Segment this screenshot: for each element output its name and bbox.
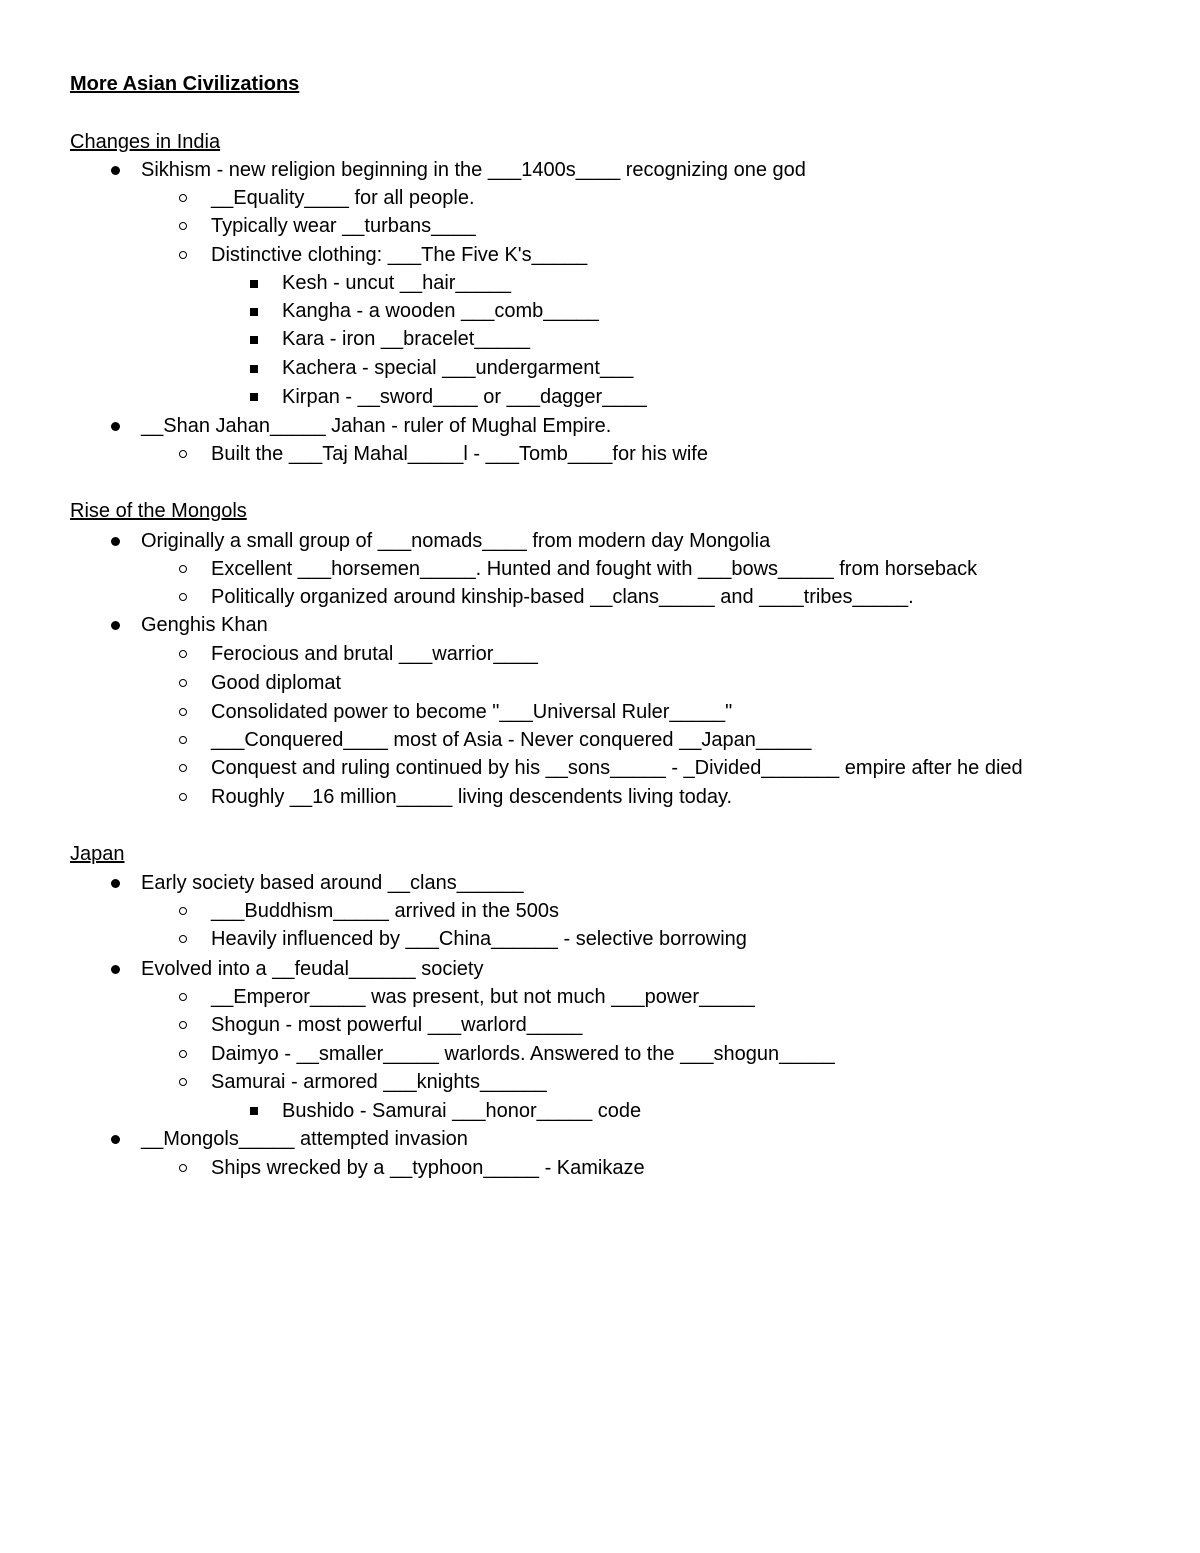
list-item: Conquest and ruling continued by his __sons_____ - _Divided_______ empire after he died: [211, 757, 1023, 779]
list-item: Evolved into a __feudal______ society: [141, 958, 484, 980]
section-heading-india: Changes in India: [70, 131, 221, 153]
circle-bullet-icon: [179, 1164, 187, 1172]
document-page: [70, 0, 1170, 1553]
list-item: Samurai - armored ___knights______: [211, 1071, 547, 1093]
document-title: More Asian Civilizations: [70, 73, 300, 95]
list-item: __Shan Jahan_____ Jahan - ruler of Mughal Empire.: [141, 415, 612, 437]
square-bullet-icon: [250, 336, 258, 344]
list-item: Sikhism - new religion beginning in the ___1400s____ recognizing one god: [141, 159, 806, 181]
circle-bullet-icon: [179, 1078, 187, 1086]
list-item: Heavily influenced by ___China______ - selective borrowing: [211, 928, 747, 950]
list-item: Daimyo - __smaller_____ warlords. Answered to the ___shogun_____: [211, 1043, 835, 1065]
circle-bullet-icon: [179, 450, 187, 458]
circle-bullet-icon: [179, 650, 187, 658]
disc-bullet-icon: [111, 621, 120, 630]
list-item: __Mongols_____ attempted invasion: [141, 1128, 468, 1150]
circle-bullet-icon: [179, 222, 187, 230]
list-item: Ships wrecked by a __typhoon_____ - Kamikaze: [211, 1157, 645, 1179]
list-item: __Equality____ for all people.: [211, 187, 475, 209]
disc-bullet-icon: [111, 537, 120, 546]
square-bullet-icon: [250, 1107, 258, 1115]
section-heading-japan: Japan: [70, 843, 125, 865]
list-item: ___Conquered____ most of Asia - Never conquered __Japan_____: [211, 729, 812, 751]
list-item: Politically organized around kinship-based __clans_____ and ____tribes_____.: [211, 586, 914, 608]
circle-bullet-icon: [179, 764, 187, 772]
list-item: __Emperor_____ was present, but not much ___power_____: [211, 986, 755, 1008]
list-item: Originally a small group of ___nomads____ from modern day Mongolia: [141, 530, 771, 552]
disc-bullet-icon: [111, 965, 120, 974]
square-bullet-icon: [250, 308, 258, 316]
list-item: Early society based around __clans______: [141, 872, 524, 894]
disc-bullet-icon: [111, 1135, 120, 1144]
list-item: Kirpan - __sword____ or ___dagger____: [282, 386, 647, 408]
disc-bullet-icon: [111, 422, 120, 431]
list-item: Kachera - special ___undergarment___: [282, 357, 634, 379]
list-item: Excellent ___horsemen_____. Hunted and fought with ___bows_____ from horseback: [211, 558, 978, 580]
square-bullet-icon: [250, 393, 258, 401]
list-item: Built the ___Taj Mahal_____l - ___Tomb____for his wife: [211, 443, 708, 465]
circle-bullet-icon: [179, 194, 187, 202]
list-item: Kesh - uncut __hair_____: [282, 272, 512, 294]
list-item: Typically wear __turbans____: [211, 215, 476, 237]
disc-bullet-icon: [111, 166, 120, 175]
list-item: Kara - iron __bracelet_____: [282, 328, 530, 350]
circle-bullet-icon: [179, 736, 187, 744]
list-item: Roughly __16 million_____ living descendents living today.: [211, 786, 733, 808]
circle-bullet-icon: [179, 251, 187, 259]
list-item: Consolidated power to become "___Universal Ruler_____": [211, 701, 733, 723]
list-item: Ferocious and brutal ___warrior____: [211, 643, 538, 665]
circle-bullet-icon: [179, 708, 187, 716]
square-bullet-icon: [250, 280, 258, 288]
disc-bullet-icon: [111, 879, 120, 888]
circle-bullet-icon: [179, 1021, 187, 1029]
list-item: Shogun - most powerful ___warlord_____: [211, 1014, 583, 1036]
square-bullet-icon: [250, 365, 258, 373]
circle-bullet-icon: [179, 593, 187, 601]
section-heading-mongols: Rise of the Mongols: [70, 500, 247, 522]
circle-bullet-icon: [179, 565, 187, 573]
circle-bullet-icon: [179, 993, 187, 1001]
list-item: Genghis Khan: [141, 614, 268, 636]
list-item: ___Buddhism_____ arrived in the 500s: [211, 900, 560, 922]
list-item: Good diplomat: [211, 672, 342, 694]
circle-bullet-icon: [179, 1050, 187, 1058]
circle-bullet-icon: [179, 935, 187, 943]
circle-bullet-icon: [179, 907, 187, 915]
list-item: Bushido - Samurai ___honor_____ code: [282, 1100, 642, 1122]
list-item: Kangha - a wooden ___comb_____: [282, 300, 599, 322]
circle-bullet-icon: [179, 679, 187, 687]
circle-bullet-icon: [179, 793, 187, 801]
list-item: Distinctive clothing: ___The Five K's_____: [211, 244, 588, 266]
